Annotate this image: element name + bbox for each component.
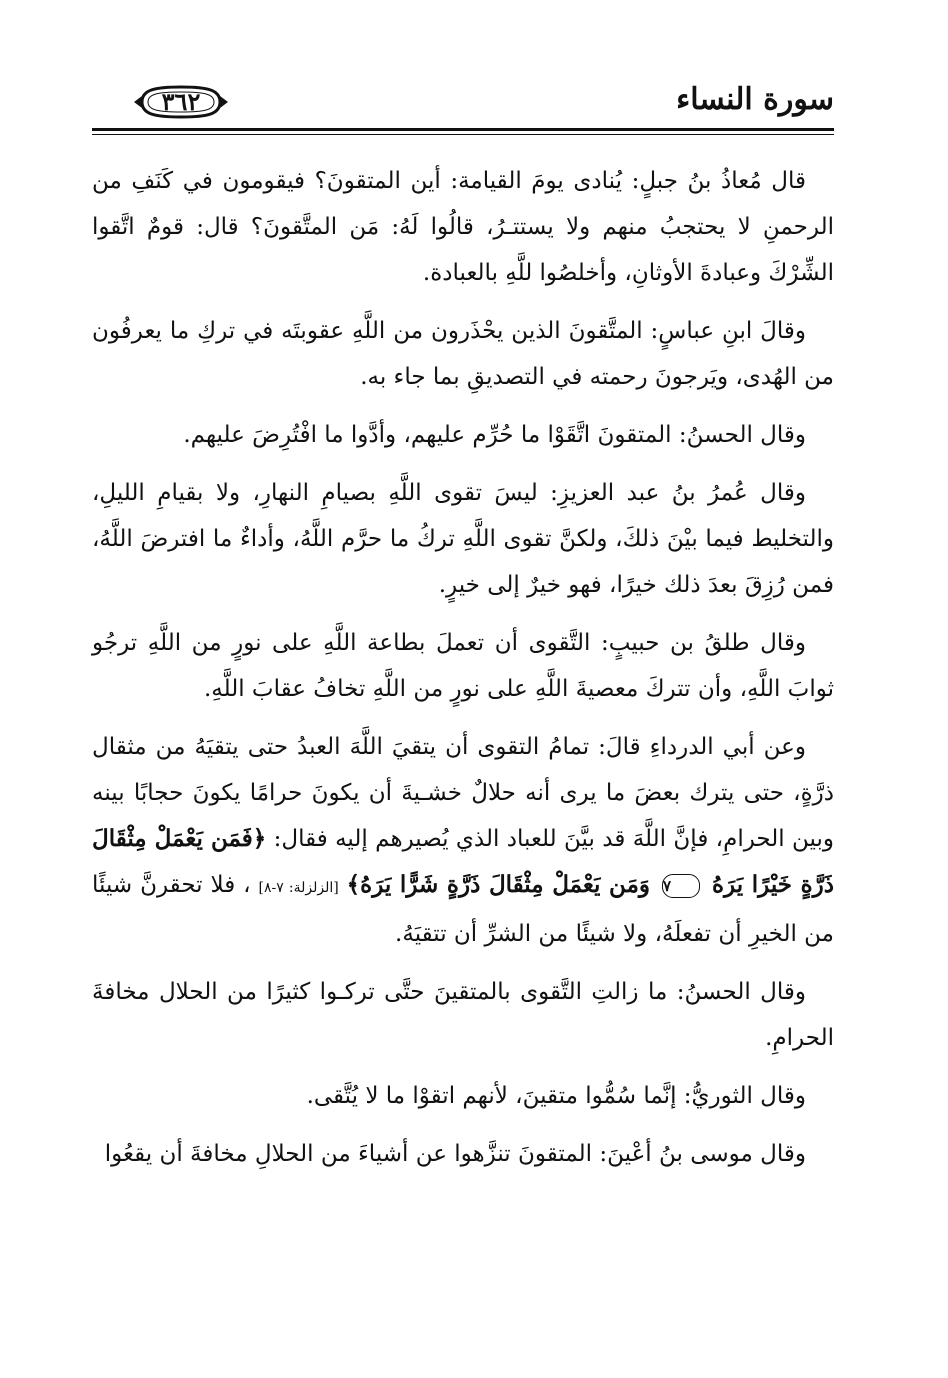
paragraph-abu-darda [92,724,834,957]
abu-darda-text: وعن أبي الدرداءِ قالَ: تمامُ التقوى أن يتقيَ اللَّهَ العبدُ حتى يتقيَهُ من مثقال ذرَّةٍ، حتى يترك بعضَ ما يرى أنه حلالٌ خشـيةَ أن يكونَ حرامًا يكونَ حجابًا بينه وبين الحرامِ، فإنَّ اللَّهَ قد بيَّنَ للعباد الذي يُصيرهم إليه فقال: [92,734,834,852]
paragraph-umar: وقال عُمرُ بنُ عبد العزيزِ: ليسَ تقوى اللَّهِ بصيامِ النهارِ، ولا بقيامِ الليلِ، والتخليط فيما بيْنَ ذلكَ، ولكنَّ تقوى اللَّهِ تركُ ما حرَّم اللَّهُ، وأداءٌ ما افترضَ اللَّهُ، فمن رُزِقَ بعدَ ذلك خيرًا، فهو خيرٌ إلى خيرٍ. [92,480,834,598]
surah-title: سورة النساء [676,82,834,117]
header-rule-thin [92,134,834,135]
quran-verse-part1: ﴿فَمَن يَعْمَلْ مِثْقَالَ ذَرَّةٍ خَيْرًا يَرَهُ [92,825,835,898]
quran-verse-part2: وَمَن يَعْمَلْ مِثْقَالَ ذَرَّةٍ شَرًّا يَرَهُ﴾ [346,871,650,898]
page-number-badge [132,84,230,120]
page-header [92,76,834,136]
paragraph-hasan-2: وقال الحسنُ: ما زالتِ التَّقوى بالمتقينَ حتَّى تركـوا كثيرًا من الحلال مخافةَ الحرامِ. [92,979,834,1051]
ayah-number-marker: ٧ [662,874,700,898]
abu-darda-conclusion: ، فلا تحقرنَّ شيئًا من الخيرِ أن تفعلَهُ، ولا شيئًا من الشرِّ أن تتقيَهُ. [92,872,834,947]
header-rule-thick [92,128,834,131]
paragraph-muadh: قال مُعاذُ بنُ جبلٍ: يُنادى يومَ القيامة: أين المتقونَ؟ فيقومون في كَنَفِ من الرحمنِ لا يحتجبُ منهم ولا يستتـرُ، قالُوا لَهُ: مَن المتَّقونَ؟ قال: قومٌ اتَّقوا الشِّرْكَ وعبادةَ الأوثانِ، وأخلصُوا للَّهِ بالعبادة. [92,168,834,286]
paragraph-ibn-abbas: وقالَ ابنِ عباسٍ: المتَّقونَ الذين يحْذَرون من اللَّهِ عقوبتَه في تركِ ما يعرفُون من الهُدى، ويَرجونَ رحمته في التصديقِ بما جاء به. [92,318,834,390]
page-number: ٣٦٢ [161,87,201,116]
paragraph-hasan-1: وقال الحسنُ: المتقونَ اتَّقَوْا ما حُرِّم عليهم، وأدَّوا ما افْتُرِضَ عليهم. [183,422,806,448]
page-body [92,158,834,1189]
paragraph-talq: وقال طلقُ بن حبيبٍ: التَّقوى أن تعملَ بطاعة اللَّهِ على نورٍ من اللَّهِ ترجُو ثوابَ اللَّهِ، وأن تتركَ معصيةَ اللَّهِ على نورٍ من اللَّهِ تخافُ عقابَ اللَّهِ. [92,630,834,702]
paragraph-thawri: وقال الثوريُّ: إنَّما سُمُّوا متقينَ، لأنهم اتقوْا ما لا يُتَّقى. [306,1083,806,1109]
paragraph-musa: وقال موسى بنُ أعْينَ: المتقونَ تنزَّهوا عن أشياءَ من الحلالِ مخافةَ أن يقعُوا [104,1141,806,1167]
verse-reference: [الزلزلة: ٧-٨] [258,880,339,896]
